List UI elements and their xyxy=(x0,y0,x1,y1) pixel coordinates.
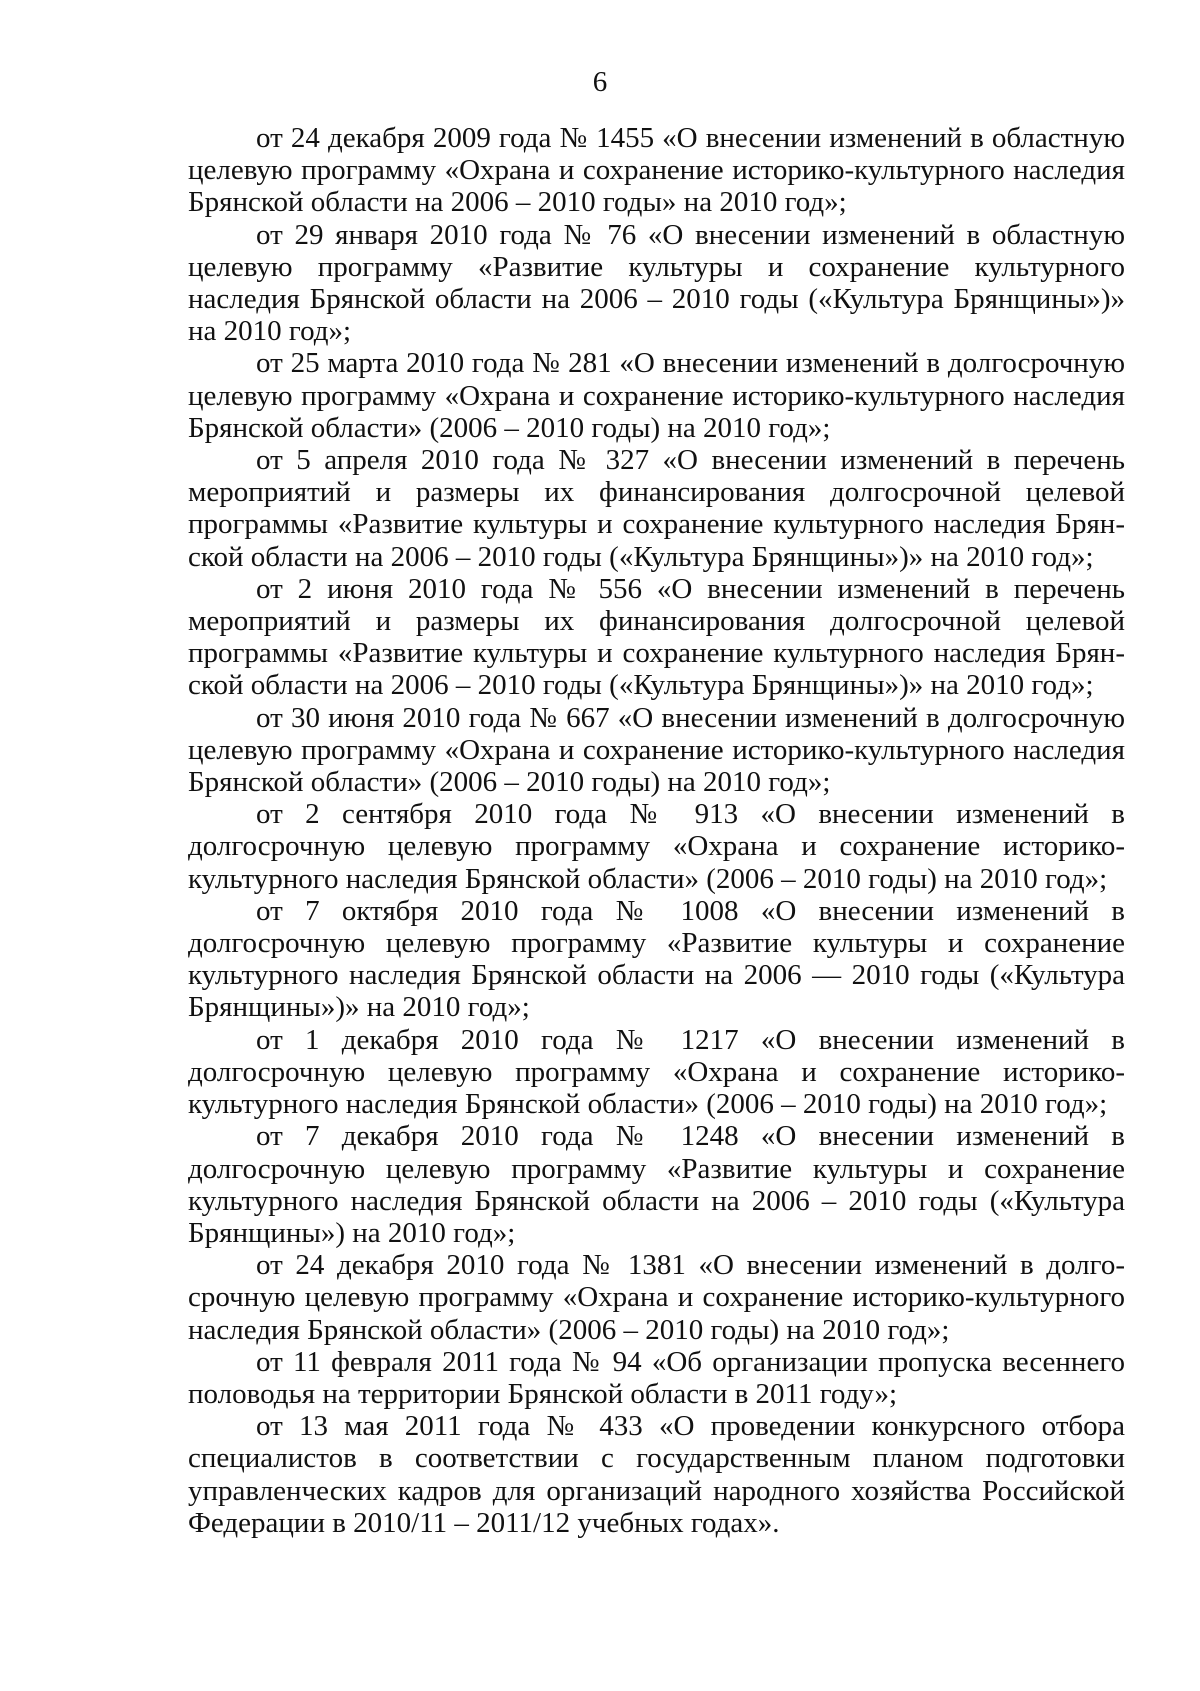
list-item: от 13 мая 2011 года № 433 «О проведении конкурсного отбора специалистов в соответствии с государственным планом подготовки управленческих кадров для организаций народного хозяйства Российской Федерации в 2010/11 – 2011/12 учебных годах». xyxy=(188,1410,1125,1539)
list-item: от 29 января 2010 года № 76 «О внесении изменений в областную целевую программу «Развитие культуры и сохранение культурного наследия Брянской области на 2006 – 2010 годы («Культура Брянщины»)» на 2010 год»; xyxy=(188,218,1125,348)
list-item: от 2 сентября 2010 года № 913 «О внесении изменений в долгосрочную целевую программу «Охрана и сохранение историко-культурного наследия Брянской области» (2006 – 2010 годы) на 2010 год»; xyxy=(188,798,1125,895)
list-item: от 1 декабря 2010 года № 1217 «О внесении изменений в долгосрочную целевую программу «Охрана и сохранение историко-культурного наследия Брянской области» (2006 – 2010 годы) на 2010 год»; xyxy=(188,1023,1125,1121)
list-item: от 25 марта 2010 года № 281 «О внесении изменений в долгосрочную целевую программу «Охрана и сохранение историко-культурного наследия Брянской области» (2006 – 2010 годы) на 2010 год»; xyxy=(188,347,1125,444)
document-body xyxy=(188,122,1125,1539)
list-item: от 2 июня 2010 года № 556 «О внесении изменений в перечень мероприятий и размеры их финансирования долгосрочной целевой программы «Развитие культуры и сохранение культурного наследия Брянской области на 2006 – 2010 годы («Культура Брянщины»)» на 2010 год»; xyxy=(188,572,1125,702)
list-item: от 24 декабря 2009 года № 1455 «О внесении изменений в областную целевую программу «Охрана и сохранение историко-культурного наследия Брянской области на 2006 – 2010 годы» на 2010 год»; xyxy=(188,122,1125,219)
list-item: от 24 декабря 2010 года № 1381 «О внесении изменений в долгосрочную целевую программу «Охрана и сохранение историко-культурного наследия Брянской области» (2006 – 2010 годы) на 2010 год»; xyxy=(188,1249,1125,1346)
list-item: от 30 июня 2010 года № 667 «О внесении изменений в долгосрочную целевую программу «Охрана и сохранение историко-культурного наследия Брянской области» (2006 – 2010 годы) на 2010 год»; xyxy=(188,701,1125,799)
list-item: от 7 октября 2010 года № 1008 «О внесении изменений в долгосрочную целевую программу «Развитие культуры и сохранение культурного наследия Брянской области на 2006 — 2010 годы («Культура Брянщины»)» на 2010 год»; xyxy=(188,894,1125,1024)
list-item: от 11 февраля 2011 года № 94 «Об организации пропуска весеннего половодья на территории Брянской области в 2011 году»; xyxy=(188,1345,1125,1410)
list-item: от 5 апреля 2010 года № 327 «О внесении изменений в перечень мероприятий и размеры их финансирования долгосрочной целевой программы «Развитие культуры и сохранение культурного наследия Брянской области на 2006 – 2010 годы («Культура Брянщины»)» на 2010 год»; xyxy=(188,444,1125,573)
list-item: от 7 декабря 2010 года № 1248 «О внесении изменений в долгосрочную целевую программу «Развитие культуры и сохранение культурного наследия Брянской области на 2006 – 2010 годы («Культура Брянщины») на 2010 год»; xyxy=(188,1120,1125,1249)
page-number: 6 xyxy=(592,66,608,98)
